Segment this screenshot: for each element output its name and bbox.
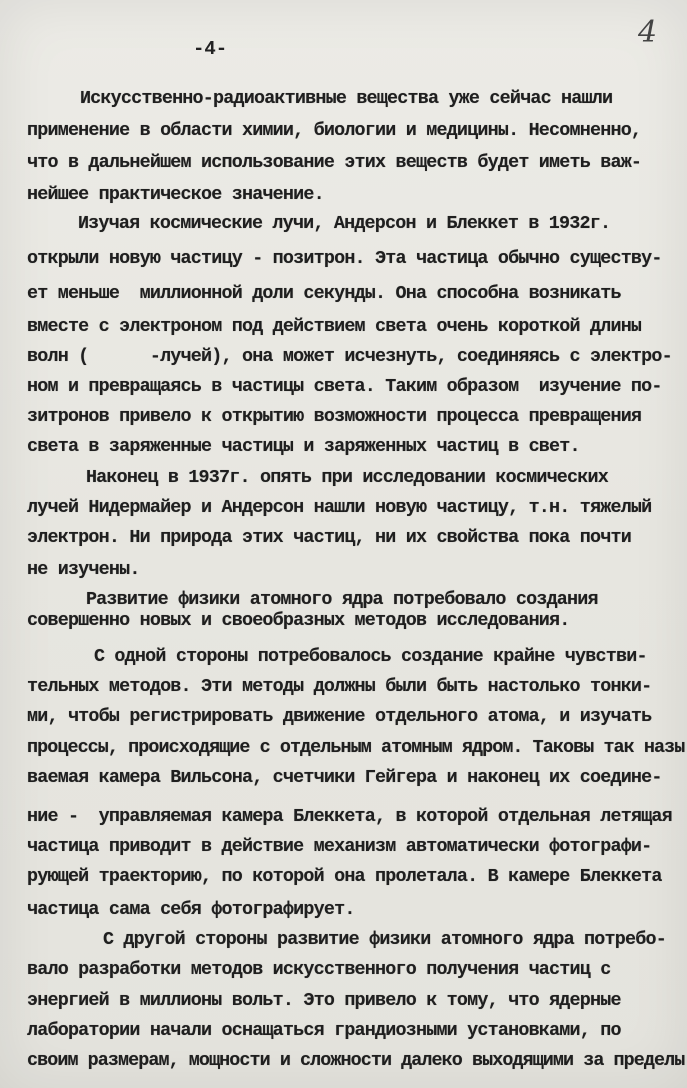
text-line: Наконец в 1937г. опять при исследовании космических: [45, 467, 608, 488]
text-line: рующей траекторию, по которой она пролетала. В камере Блеккета: [27, 866, 662, 887]
text-line: процессы, происходящие с отдельным атомным ядром. Таковы так назы: [27, 737, 685, 758]
text-line: ет меньше миллионной доли секунды. Она способна возникать: [27, 283, 621, 304]
text-line: волн ( -лучей), она может исчезнуть, соединяясь с электро-: [27, 346, 672, 367]
text-line: ние - управляемая камера Блеккета, в которой отдельная летящая: [27, 806, 672, 827]
text-line: своим размерам, мощности и сложности далеко выходящими за пределы: [27, 1050, 685, 1071]
text-line: электрон. Ни природа этих частиц, ни их свойства пока почти: [27, 527, 631, 548]
text-line: лаборатории начали оснащаться грандиозными установками, по: [27, 1020, 621, 1041]
text-line: применение в области химии, биологии и медицины. Несомненно,: [27, 120, 642, 141]
text-line: частица сама себя фотографирует.: [27, 899, 355, 920]
text-line: совершенно новых и своеобразных методов исследования.: [27, 610, 570, 631]
text-line: ном и превращаясь в частицы света. Таким образом изучение по-: [27, 376, 662, 397]
text-line: вместе с электроном под действием света очень короткой длины: [27, 316, 642, 337]
text-line: тельных методов. Эти методы должны были быть настолько тонки-: [27, 676, 652, 697]
handwritten-page-number: 4: [638, 15, 658, 50]
text-line: С одной стороны потребовалось создание крайне чувстви-: [53, 646, 647, 667]
text-line: лучей Нидермайер и Андерсон нашли новую частицу, т.н. тяжелый: [27, 497, 652, 518]
text-line: Изучая космические лучи, Андерсон и Блеккет в 1932г.: [37, 213, 611, 234]
text-line: Искусственно-радиоактивные вещества уже сейчас нашли: [39, 88, 613, 109]
text-line: энергией в миллионы вольт. Это привело к тому, что ядерные: [27, 990, 621, 1011]
text-line: ваемая камера Вильсона, счетчики Гейгера и наконец их соедине-: [27, 767, 662, 788]
text-line: нейшее практическое значение.: [27, 184, 324, 205]
text-line: света в заряженные частицы и заряженных частиц в свет.: [27, 436, 580, 457]
text-line: что в дальнейшем использование этих веществ будет иметь важ-: [27, 152, 642, 173]
text-line: С другой стороны развитие физики атомного ядра потребо-: [62, 929, 666, 950]
text-line: ми, чтобы регистрировать движение отдельного атома, и изучать: [27, 706, 652, 727]
text-line: зитронов привело к открытию возможности процесса превращения: [27, 406, 642, 427]
text-line: частица приводит в действие механизм автоматически фотографи-: [27, 836, 652, 857]
text-line: вало разработки методов искусственного получения частиц с: [27, 959, 611, 980]
typed-page-number: -4-: [193, 38, 228, 60]
text-line: Развитие физики атомного ядра потребовало создания: [45, 589, 598, 610]
text-line: открыли новую частицу - позитрон. Эта частица обычно существу-: [27, 248, 662, 269]
text-line: не изучены.: [27, 559, 140, 580]
